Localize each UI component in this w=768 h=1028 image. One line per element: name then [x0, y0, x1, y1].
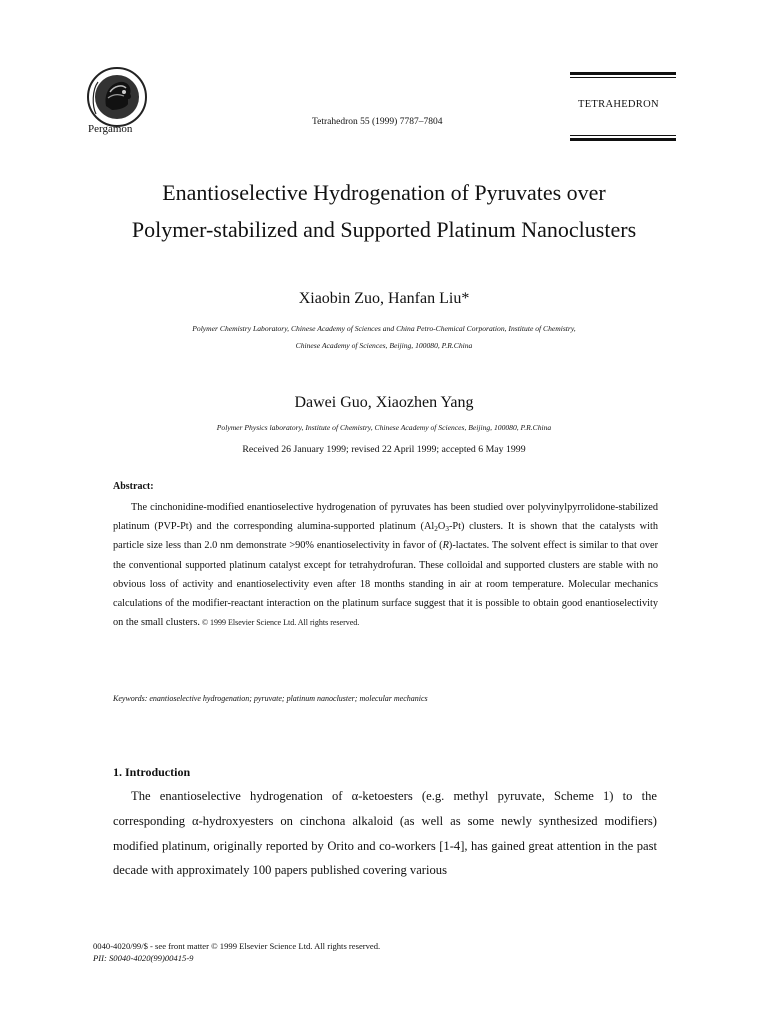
abstract-subscript-2: 3: [445, 525, 449, 534]
footer-pii: [93, 953, 193, 963]
paper-title-line-2: Polymer-stabilized and Supported Platinum Nanoclusters: [131, 217, 637, 242]
journal-citation: Tetrahedron 55 (1999) 7787–7804: [312, 117, 443, 127]
pergamon-logo: [86, 66, 148, 128]
header-rule-bottom: [570, 138, 676, 141]
section-heading-introduction: 1. Introduction: [113, 765, 191, 779]
abstract-heading: Abstract:: [113, 481, 154, 492]
abstract-copyright: © 1999 Elsevier Science Ltd. All rights reserved.: [199, 618, 360, 628]
abstract-subscript-1: 2: [434, 525, 438, 534]
footer-pii-text: PII: S0040-4020(99)00415-9: [93, 953, 194, 963]
abstract-part-4: )-lactates. The solvent effect is similar to that over the conventional supported platinum catalyst except for tetrahydrofuran. These colloidal and supported clusters are stable with no obvious loss of activity and enantioselectivity even after 18 months standing in air at room temperature. Molecular mechanics calculations of the modifier-reactant interaction on the platinum surface suggest that it is possible to obtain good enantioselectivity on the small clusters.: [113, 540, 658, 629]
affiliation-2: Polymer Physics laboratory, Institute of Chemistry, Chinese Academy of Sciences, Beijing, 100080, P.R.China: [216, 423, 552, 432]
header-rule-top: [570, 72, 676, 75]
keywords: Keywords: enantioselective hydrogenation; pyruvate; platinum nanocluster; molecular mechanics: [113, 694, 428, 703]
affiliation-1: [100, 320, 668, 354]
received-dates: Received 26 January 1999; revised 22 April 1999; accepted 6 May 1999: [242, 444, 526, 455]
affiliation-1-line-2: Chinese Academy of Sciences, Beijing, 100080, P.R.China: [295, 341, 473, 350]
affiliation-1-line-1: Polymer Chemistry Laboratory, Chinese Academy of Sciences and China Petro-Chemical Corporation, Institute of Chemistry,: [192, 324, 576, 333]
abstract-part-1: The cinchonidine-modified enantioselective hydrogenation of pyruvates has been studied over polyvinylpyrrolidone-stabilized platinum (PVP-Pt) and the corresponding alumina-supported platinum (Al: [113, 502, 658, 533]
introduction-text: The enantioselective hydrogenation of α-ketoesters (e.g. methyl pyruvate, Scheme 1) to the corresponding α-hydroxyesters on cinchona alkaloid (as well as some newly synthesized modifiers) modified platinum, originally reported by Orito and co-workers [1-4], has gained great attention in the past decade with approximately 100 papers published covering various: [113, 789, 657, 878]
abstract-text: [113, 498, 658, 632]
pergamon-head-logo-icon: [86, 66, 148, 128]
paper-title-line-1: Enantioselective Hydrogenation of Pyruvates over: [162, 180, 606, 205]
header-rule-top-thin: [570, 77, 676, 78]
journal-name: TETRAHEDRON: [578, 99, 659, 110]
authors-group-2: Dawei Guo, Xiaozhen Yang: [294, 394, 474, 411]
abstract-part-3: -Pt) clusters. It is shown that the catalysts with particle size less than 2.0 nm demonstrate >90% enantioselectivity in favor of (: [113, 521, 658, 552]
abstract-part-2: O: [437, 521, 446, 533]
footer-copyright: 0040-4020/99/$ - see front matter © 1999 Elsevier Science Ltd. All rights reserved.: [93, 941, 381, 951]
publisher-name: Pergamon: [88, 123, 133, 135]
abstract-italic-r: R: [442, 540, 449, 552]
header-rule-bottom-thin: [570, 135, 676, 136]
authors-group-1: Xiaobin Zuo, Hanfan Liu*: [298, 290, 470, 307]
